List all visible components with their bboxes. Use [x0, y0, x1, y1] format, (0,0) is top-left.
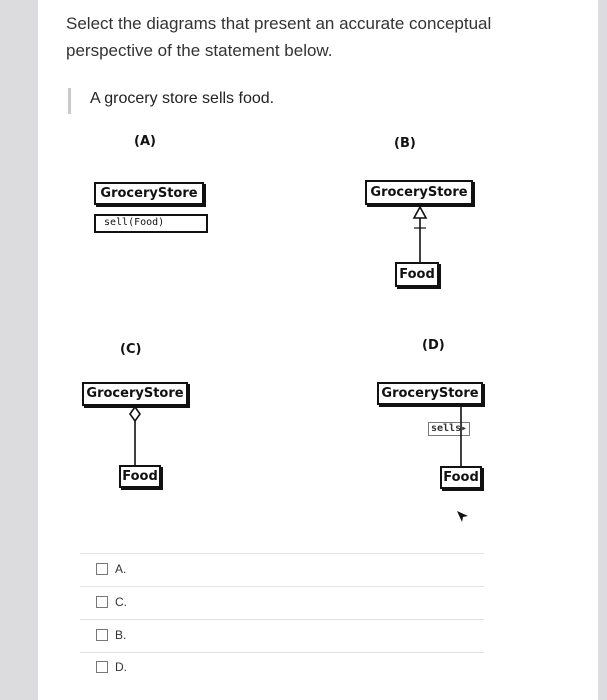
option-d[interactable]: [96, 660, 127, 674]
option-d-label: D.: [115, 660, 127, 674]
option-b-checkbox[interactable]: [96, 629, 108, 641]
option-c-label: C.: [115, 595, 127, 609]
option-d-checkbox[interactable]: [96, 661, 108, 673]
diagram-a-label: (A): [134, 134, 156, 149]
option-b[interactable]: [96, 628, 126, 642]
diagram-c-related: Food: [119, 465, 161, 488]
option-c[interactable]: [96, 595, 127, 609]
divider: [80, 553, 484, 554]
diagram-c-label: (C): [120, 342, 142, 357]
diagram-c-aggregation-diamond: [130, 407, 140, 421]
divider: [80, 586, 484, 587]
diagram-b-class: GroceryStore: [365, 180, 473, 205]
diagram-d-class: GroceryStore: [377, 382, 483, 405]
diagram-b-label: (B): [394, 136, 416, 151]
option-c-checkbox[interactable]: [96, 596, 108, 608]
option-a[interactable]: [96, 562, 126, 576]
divider: [80, 652, 484, 653]
diagram-a-class: GroceryStore: [94, 182, 204, 205]
divider: [80, 619, 484, 620]
statement-text: A grocery store sells food.: [90, 90, 275, 107]
diagram-d-label: (D): [422, 338, 445, 353]
option-a-label: A.: [115, 562, 127, 576]
diagram-c-class: GroceryStore: [82, 382, 188, 406]
diagram-a-operation: sell(Food): [94, 214, 208, 233]
option-a-checkbox[interactable]: [96, 563, 108, 575]
diagram-d-association-label: sells▸: [428, 422, 470, 436]
question-card: [38, 0, 598, 700]
mouse-cursor-icon: [456, 510, 470, 524]
diagram-b-related: Food: [395, 262, 439, 287]
diagram-b-generalization-arrow: [414, 207, 426, 218]
question-text: Select the diagrams that present an accurate conceptual perspective of the statement below.: [66, 14, 492, 60]
option-b-label: B.: [115, 628, 127, 642]
diagram-d-related: Food: [440, 466, 482, 489]
